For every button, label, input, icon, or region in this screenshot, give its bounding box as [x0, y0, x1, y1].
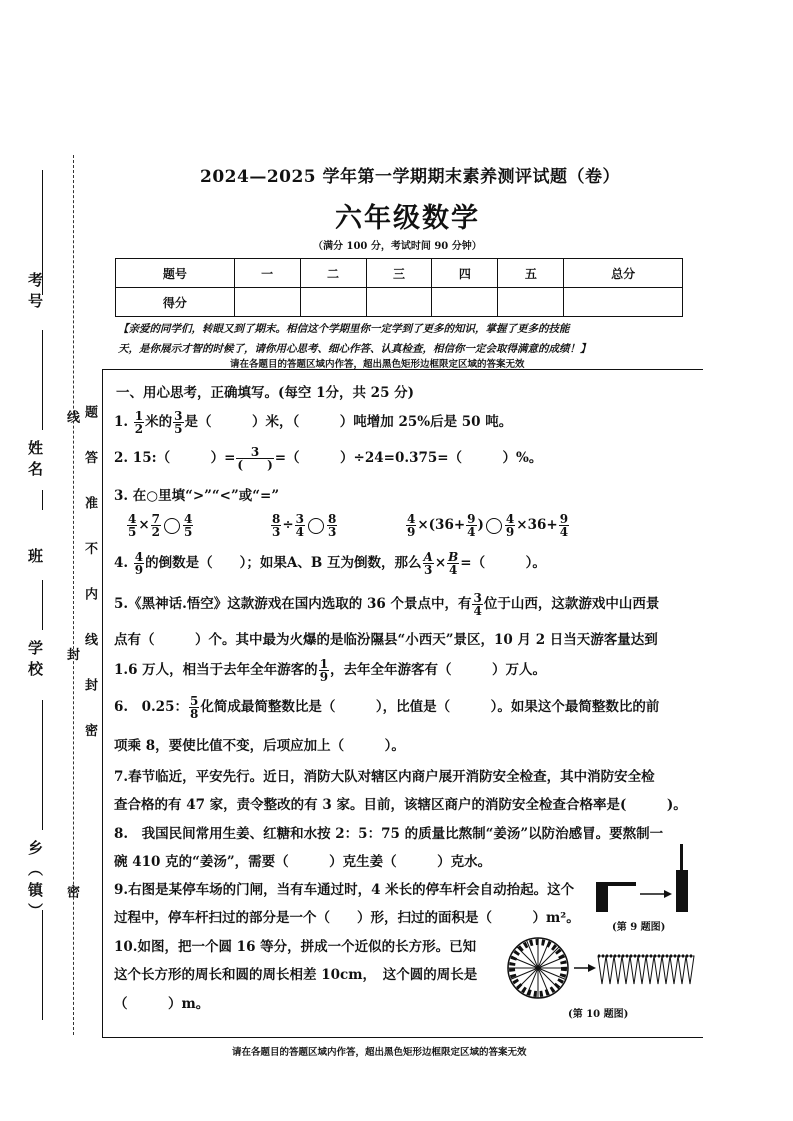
question-10-line-1: 10.如图，把一个圆 16 等分，拼成一个近似的长方形。已知: [114, 939, 477, 955]
fraction-three-fifths: $\frac{3}{5}$: [174, 409, 183, 436]
kaohao-label: 考号: [26, 272, 44, 314]
xuexiao-blank: [42, 580, 43, 630]
question-8-line-1: 8. 我国民间常用生姜、红糖和水按 2：5：75 的质量比熬制“姜汤”以防治感冒。要熬制一: [114, 826, 664, 842]
score-table: [115, 258, 683, 317]
q1-number: 1.: [114, 414, 129, 430]
score-cell: 三: [366, 259, 432, 288]
compare-circle[interactable]: [486, 518, 502, 534]
score-blank[interactable]: [300, 288, 366, 317]
q10-caption: (第 10 题图): [568, 1009, 629, 1020]
seal-text-inner: 题 答 准 不 内 线 封 密: [82, 405, 97, 751]
score-blank[interactable]: [234, 288, 300, 317]
score-blank[interactable]: [366, 288, 432, 317]
xingming-blank: [42, 330, 43, 430]
question-6-line-1: 6. 0.25： $\frac{5}{8}$ 化简成最简整数比是（ ），比值是（ ）。如果这个最简整数比的前: [114, 695, 660, 720]
question-5-line-2: 点有（ ）个。其中最为火爆的是临汾隰县“小西天”景区，10 月 2 日当天游客量达到: [114, 632, 658, 648]
compare-circle[interactable]: [164, 518, 180, 534]
q9-gate-figure: [592, 842, 692, 914]
warning-top: 请在各题目的答题区域内作答，超出黑色矩形边框限定区域的答案无效: [230, 359, 525, 370]
q3-expr-1: $\frac{4}{5}$ × $\frac{7}{2}$ $\frac{4}{5}$: [128, 512, 193, 539]
intro-note: [118, 319, 688, 359]
q2-number: 2.: [114, 450, 129, 466]
score-cell: 四: [432, 259, 498, 288]
question-6-line-2: 项乘 8，要使比值不变，后项应加上（ ）。: [114, 738, 405, 754]
question-5-line-1: 5.《黑神话.悟空》这款游戏在国内选取的 36 个景点中，有 $\frac{3}{4}$ 位于山西，这款游戏中山西景: [114, 592, 660, 617]
xiangzhen-blank-top: [42, 700, 43, 830]
question-10-line-2: 这个长方形的周长和圆的周长相差 10cm， 这个圆的周长是: [114, 967, 478, 983]
fraction-half: $\frac{1}{2}$: [134, 409, 144, 436]
question-3-title: 3. 在○里填“>”“<”或“=”: [114, 488, 280, 504]
question-10-line-3: （ ）m。: [114, 996, 210, 1012]
question-2: [114, 446, 542, 471]
score-cell: 二: [300, 259, 366, 288]
seal-text-outer: 线 封 密: [64, 410, 79, 1009]
score-blank[interactable]: [432, 288, 498, 317]
score-table-header-row: [116, 259, 683, 288]
question-7-line-2: 查合格的有 47 家，责令整改的有 3 家。目前，该辖区商户的消防安全检查合格率是( )。: [114, 797, 687, 813]
score-blank[interactable]: [498, 288, 564, 317]
q10-circle-figure: [506, 936, 696, 1002]
score-cell: 五: [498, 259, 564, 288]
question-9-line-2: 过程中，停车杆扫过的部分是一个（ ）形，扫过的面积是（ ）m²。: [114, 910, 580, 926]
q9-caption: (第 9 题图): [612, 922, 666, 933]
question-8-line-2: 碗 410 克的“姜汤”，需要（ ）克生姜（ ）克水。: [114, 854, 492, 870]
xiangzhen-blank-bottom: [42, 910, 43, 1020]
question-1: [114, 410, 512, 435]
question-5-line-3: 1.6 万人，相当于去年全年游客的 $\frac{1}{9}$ ，去年全年游客有（ ）万人。: [114, 657, 547, 684]
xiangzhen-label: 乡（镇）: [26, 840, 44, 924]
q4-number: 4.: [114, 555, 129, 571]
fraction-three-over-blank: $\frac{3}{( )}$: [237, 445, 273, 472]
score-cell: 一: [234, 259, 300, 288]
ban-blank: [42, 490, 43, 510]
question-7-line-1: 7.春节临近，平安先行。近日，消防大队对辖区内商户展开消防安全检查，其中消防安全检: [114, 769, 655, 785]
exam-meta: （满分 100 分，考试时间 90 分钟）: [313, 241, 482, 252]
section-1-heading: 一、用心思考，正确填写。(每空 1分，共 25 分): [116, 385, 415, 401]
q2-text-b: =（ ）÷24=0.375=（ ）%。: [274, 450, 543, 466]
score-cell: 总分: [564, 259, 683, 288]
score-cell: 题号: [116, 259, 235, 288]
intro-line-2: 天，是你展示才智的时候了，请你用心思考、细心作答、认真检查，相信你一定会取得满意的成绩！】: [118, 343, 591, 355]
q4-text-b: =（ ）。: [460, 555, 546, 571]
ban-label: 班: [26, 548, 44, 569]
warning-footer: 请在各题目的答题区域内作答，超出黑色矩形边框限定区域的答案无效: [232, 1047, 527, 1058]
score-table-score-row: [116, 288, 683, 317]
q3-expr-2: $\frac{8}{3}$ ÷ $\frac{3}{4}$ $\frac{8}{3}$: [272, 512, 337, 539]
question-9-line-1: 9.右图是某停车场的门闸，当有车通过时，4 米长的停车杆会自动抬起。这个: [114, 882, 575, 898]
xuexiao-label: 学校: [26, 640, 44, 682]
score-blank[interactable]: [564, 288, 683, 317]
intro-line-1: 【亲爱的同学们，转眼又到了期末。相信这个学期里你一定学到了更多的知识，掌握了更多的技能: [118, 323, 570, 335]
question-4: 4. $\frac{4}{9}$ 的倒数是（ ）；如果A、B 互为倒数，那么 $\frac{A}{3}$ × $\frac{B}{4}$ =（ ）。: [114, 550, 546, 577]
q1-text-a: 米的: [145, 414, 173, 430]
compare-circle[interactable]: [308, 518, 324, 534]
exam-subject: 六年级数学: [335, 203, 480, 234]
xingming-label: 姓名: [26, 440, 44, 482]
binding-margin: [0, 0, 100, 1121]
q3-expr-3: $\frac{4}{9}$ ×(36+ $\frac{9}{4}$ ) $\frac{4}{9}$ ×36+ $\frac{9}{4}$: [407, 512, 569, 539]
q4-text-a: 的倒数是（ ）；如果A、B 互为倒数，那么: [145, 555, 422, 571]
exam-title: 2024—2025 学年第一学期期末素养测评试题（卷）: [200, 167, 621, 187]
score-row-label: 得分: [116, 288, 235, 317]
q2-text-a: 15:（ ）=: [132, 450, 236, 466]
q1-text-b: 是（ ）米，（ ）吨增加 25%后是 50 吨。: [184, 414, 513, 430]
